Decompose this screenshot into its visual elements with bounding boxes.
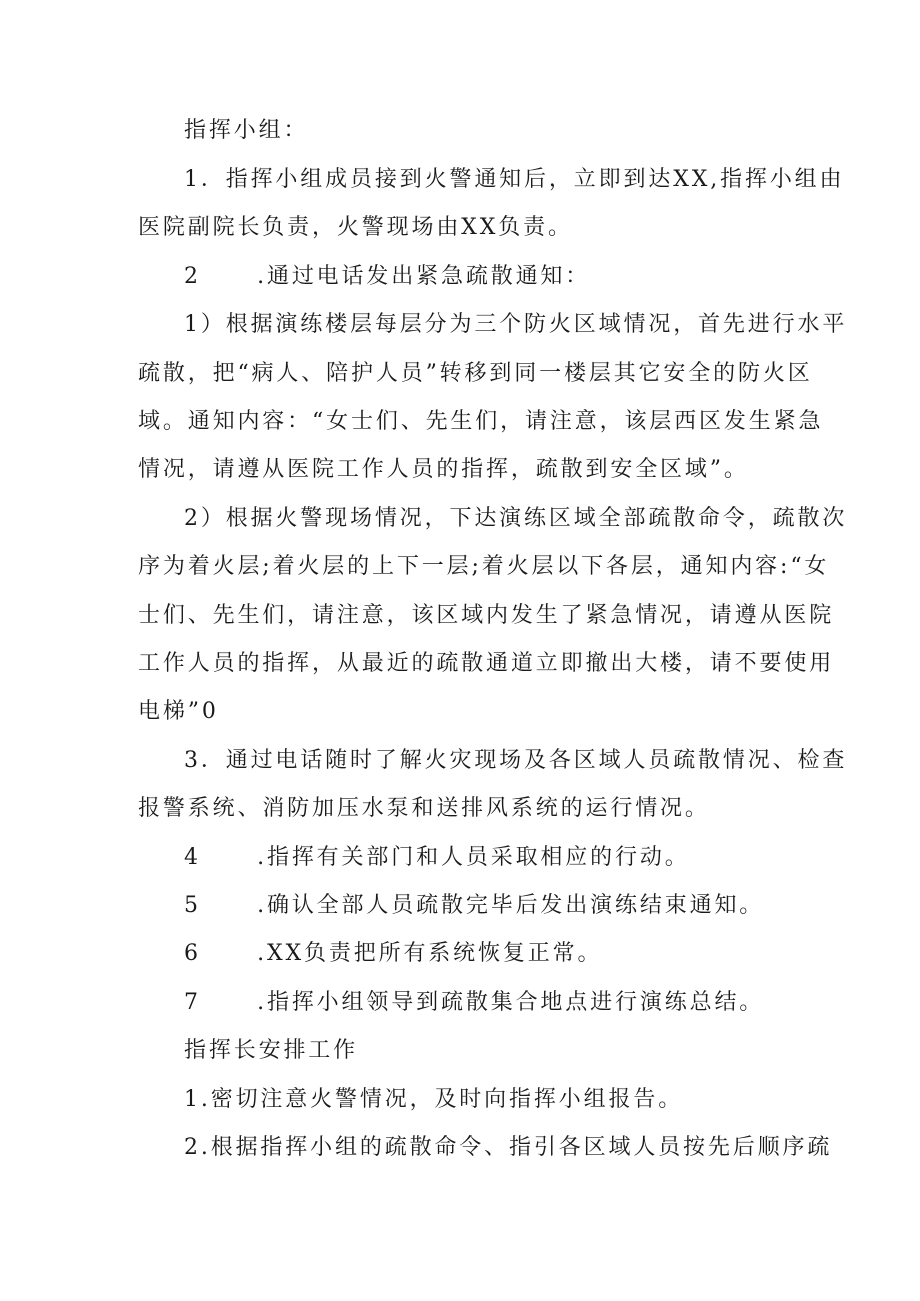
sub-2-line-1: 2）根据火警现场情况，下达演练区域全部疏散命令，疏散次 xyxy=(184,506,848,531)
sub-2-line-4: 工作人员的指挥，从最近的疏散通道立即撤出大楼，请不要使用 xyxy=(138,651,835,676)
item-2 xyxy=(184,262,590,292)
item-7-text: .指挥小组领导到疏散集合地点进行演练总结。 xyxy=(257,990,765,1015)
item-6-number: 6 xyxy=(184,941,200,966)
sub-1-line-4: 情况，请遵从医院工作人员的指挥，疏散到安全区域”。 xyxy=(138,457,749,482)
item-6 xyxy=(184,939,602,969)
section-heading-commander-duties: 指挥长安排工作 xyxy=(184,1038,359,1063)
commander-item-2-line-1: 2.根据指挥小组的疏散命令、指引各区域人员按先后顺序疏 xyxy=(184,1135,833,1160)
item-5-number: 5 xyxy=(184,893,200,918)
item-4-text: .指挥有关部门和人员采取相应的行动。 xyxy=(257,845,690,870)
item-5 xyxy=(184,891,764,921)
sub-1-line-1: 1）根据演练楼层每层分为三个防火区域情况，首先进行水平 xyxy=(184,312,848,337)
item-2-text: .通过电话发出紧急疏散通知： xyxy=(257,264,591,289)
item-5-text: .确认全部人员疏散完毕后发出演练结束通知。 xyxy=(257,893,765,918)
item-3-line-2: 报警系统、消防加压水泵和送排风系统的运行情况。 xyxy=(138,796,710,821)
sub-2-line-3: 士们、先生们，请注意，该区域内发生了紧急情况，请遵从医院 xyxy=(138,603,835,628)
item-1-line-1: 1．指挥小组成员接到火警通知后，立即到达XX,指挥小组由 xyxy=(184,167,845,192)
item-7-number: 7 xyxy=(184,990,200,1015)
item-4 xyxy=(184,843,690,873)
item-3-line-1: 3．通过电话随时了解火灾现场及各区域人员疏散情况、检查 xyxy=(184,748,848,773)
item-1-line-2: 医院副院长负责，火警现场由XX负责。 xyxy=(138,215,573,240)
sub-2-line-5: 电梯”0 xyxy=(138,699,219,724)
sub-2-line-2: 序为着火层;着火层的上下一层;着火层以下各层，通知内容:“女 xyxy=(138,554,830,579)
sub-1-line-2: 疏散，把“病人、陪护人员”转移到同一楼层其它安全的防火区 xyxy=(138,361,813,386)
commander-item-1: 1.密切注意火警情况，及时向指挥小组报告。 xyxy=(184,1087,684,1112)
item-2-number: 2 xyxy=(184,264,200,289)
item-6-text: .XX负责把所有系统恢复正常。 xyxy=(257,941,603,966)
section-heading-command-group: 指挥小组： xyxy=(184,118,309,143)
item-7 xyxy=(184,988,764,1018)
sub-1-line-3: 域。通知内容：“女士们、先生们，请注意，该层西区发生紧急 xyxy=(138,409,824,434)
item-4-number: 4 xyxy=(184,845,200,870)
